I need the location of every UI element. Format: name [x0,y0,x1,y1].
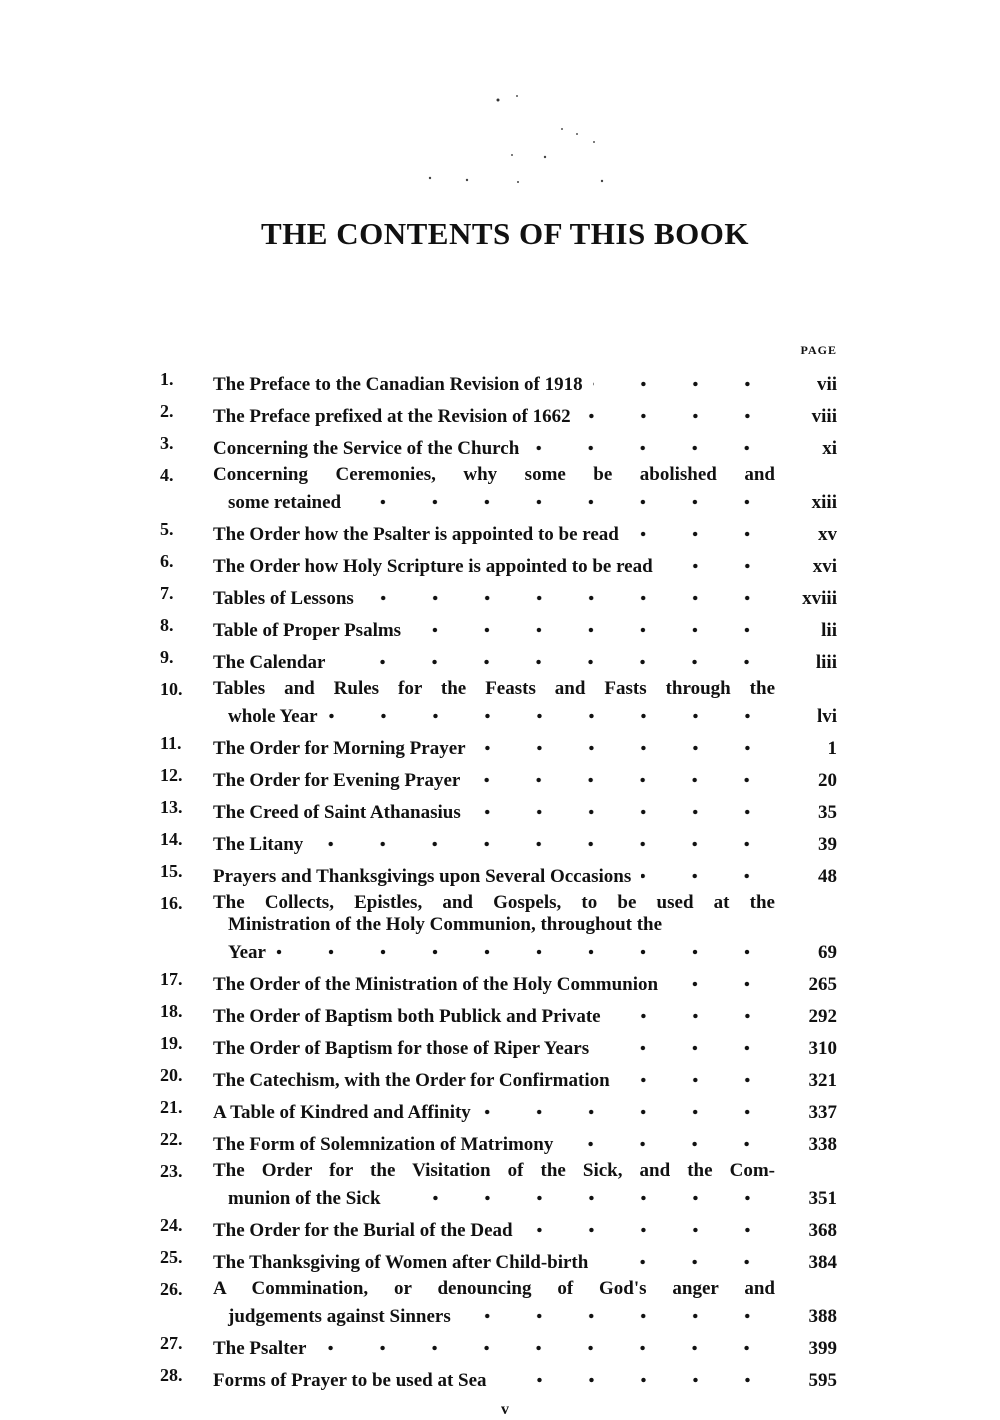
entry-number: 15. [160,861,183,881]
entry-number: 17. [160,969,183,989]
toc-entry[interactable] [160,762,837,794]
entry-text: Table of Proper Psalms [213,620,402,641]
toc-entry[interactable] [160,998,837,1030]
entry-number: 28. [160,1365,183,1385]
entry-number: 14. [160,829,183,849]
dot-leader [629,518,773,540]
toc-entry[interactable] [160,1158,837,1212]
entry-text: Concerning the Service of the Church [213,438,520,459]
entry-text: Forms of Prayer to be used at Sea [213,1370,487,1391]
entry-title-line [213,700,775,728]
entry-number: 27. [160,1333,183,1353]
entry-text: The Form of Solemnization of Matrimony [213,1134,554,1155]
toc-entry[interactable] [160,462,837,516]
entry-title-line [213,732,775,760]
dot-leader [276,936,773,958]
entry-title [213,1000,775,1028]
entry-title-line [213,368,775,396]
entry-page-number: 1 [827,738,837,759]
entry-number: 5. [160,519,174,539]
toc-entry[interactable] [160,858,837,890]
entry-number: 13. [160,797,183,817]
entry-page-number: 35 [818,802,837,823]
entry-number: 25. [160,1247,183,1267]
entry-title [213,860,775,888]
entry-page-number: 265 [808,974,837,995]
entry-number: 7. [160,583,174,603]
entry-text: The Order of Baptism for those of Riper Years [213,1038,590,1059]
entry-page-number: xiii [811,492,837,513]
entry-number: 20. [160,1065,183,1085]
entry-text: The Order for the Burial of the Dead [213,1220,513,1241]
entry-title-line [213,550,775,578]
entry-page-number: vii [816,374,837,395]
entry-number: 19. [160,1033,183,1053]
entry-title-line [213,968,775,996]
entry-title [213,1160,775,1210]
folio-page-number: v [501,1401,509,1418]
table-of-contents [160,366,837,1394]
toc-entry[interactable] [160,516,837,548]
entry-title [213,1246,775,1274]
dot-leader [611,1000,773,1022]
entry-title [213,968,775,996]
toc-entry[interactable] [160,890,837,966]
entry-text: A Commination, or denouncing of God's anger and [213,1278,775,1299]
entry-number: 10. [160,679,183,699]
dot-leader [593,368,773,390]
toc-entry[interactable] [160,1362,837,1394]
toc-entry[interactable] [160,398,837,430]
toc-entry[interactable] [160,730,837,762]
entry-title-line [213,860,775,888]
entry-page-number: 321 [808,1070,837,1091]
entry-page-number: 338 [808,1134,837,1155]
entry-title [213,1364,775,1392]
entry-number: 12. [160,765,183,785]
dot-leader [411,614,773,636]
entry-title [213,614,775,642]
entry-number: 3. [160,433,174,453]
entry-title-line [213,582,775,610]
dot-leader [620,1064,773,1086]
entry-text: Concerning Ceremonies, why some be abolished and [213,464,775,485]
entry-title-line [213,1096,775,1124]
toc-entry[interactable] [160,676,837,730]
entry-number: 16. [160,893,183,913]
entry-title-line [213,678,775,700]
entry-title [213,764,775,792]
dot-leader [335,646,773,668]
entry-text: some retained [228,492,342,513]
entry-title [213,828,775,856]
entry-text: Prayers and Thanksgivings upon Several Occasions [213,866,632,887]
entry-title [213,678,775,728]
entry-title-line [213,1332,775,1360]
entry-number: 23. [160,1161,183,1181]
entry-text: The Creed of Saint Athanasius [213,802,461,823]
entry-number: 2. [160,401,174,421]
entry-number: 11. [160,733,182,753]
toc-entry[interactable] [160,1030,837,1062]
entry-text: Tables and Rules for the Feasts and Fasts through the [213,678,775,699]
entry-page-number: xviii [802,588,837,609]
entry-text: The Preface prefixed at the Revision of 1662 [213,406,571,427]
entry-title [213,646,775,674]
toc-entry[interactable] [160,1276,837,1330]
entry-text: The Collects, Epistles, and Gospels, to be used at the [213,892,775,913]
entry-text: The Order for Evening Prayer [213,770,461,791]
dot-leader [481,1096,773,1118]
dot-leader [581,400,773,422]
entry-number: 9. [160,647,174,667]
entry-title [213,732,775,760]
contents-block [160,366,837,1420]
entry-page-number: 368 [808,1220,837,1241]
entry-title [213,1032,775,1060]
page-column-header: PAGE [800,343,837,357]
dot-leader [563,1128,773,1150]
entry-number: 8. [160,615,174,635]
toc-entry[interactable] [160,1212,837,1244]
entry-number: 4. [160,465,174,485]
entry-text: The Order for the Visitation of the Sick, and the Com- [213,1160,775,1181]
entry-title-line [213,1364,775,1392]
dot-leader [599,1032,773,1054]
dot-leader [313,828,773,850]
entry-page-number: 595 [808,1370,837,1391]
entry-title-line [213,1182,775,1210]
toc-entry[interactable] [160,430,837,462]
toc-entry[interactable] [160,1330,837,1362]
entry-title [213,1096,775,1124]
entry-text: The Catechism, with the Order for Confirmation [213,1070,610,1091]
toc-entry[interactable] [160,966,837,998]
entry-title-line [213,486,775,514]
entry-text: The Order how the Psalter is appointed to be read [213,524,619,545]
dot-leader [529,432,773,454]
entry-title-line [213,764,775,792]
dot-leader [316,1332,773,1354]
entry-text: Year [228,942,266,963]
entry-text: judgements against Sinners [228,1306,451,1327]
toc-entry[interactable] [160,644,837,676]
entry-title-line [213,1032,775,1060]
entry-title-line [213,914,775,936]
toc-entry[interactable] [160,548,837,580]
entry-title [213,1278,775,1328]
entry-title-line [213,1214,775,1242]
entry-page-number: 39 [818,834,837,855]
entry-title-line [213,646,775,674]
entry-number: 18. [160,1001,183,1021]
entry-page-number: 20 [818,770,837,791]
entry-title-line [213,614,775,642]
dot-leader [328,700,773,722]
entry-text: A Table of Kindred and Affinity [213,1102,471,1123]
entry-page-number: liii [815,652,837,673]
dot-leader [668,968,773,990]
dot-leader [461,1300,773,1322]
entry-page-number: xi [822,438,837,459]
entry-text: Tables of Lessons [213,588,354,609]
entry-number: 24. [160,1215,183,1235]
dot-leader [351,486,773,508]
toc-entry[interactable] [160,366,837,398]
page-title: THE CONTENTS OF THIS BOOK [261,216,749,251]
entry-text: The Preface to the Canadian Revision of 1918 [213,374,583,395]
toc-entry[interactable] [160,826,837,858]
dot-leader [497,1364,773,1386]
entry-page-number: lii [821,620,837,641]
entry-title-line [213,1246,775,1274]
entry-title [213,892,775,964]
entry-text: The Order of the Ministration of the Holy Communion [213,974,659,995]
toc-entry[interactable] [160,580,837,612]
entry-page-number: 399 [808,1338,837,1359]
entry-title-line [213,1160,775,1182]
entry-text: The Litany [213,834,304,855]
entry-text: The Order of Baptism both Publick and Private [213,1006,601,1027]
entry-text: The Thanksgiving of Women after Child-birth [213,1252,589,1273]
toc-entry[interactable] [160,1126,837,1158]
entry-number: 21. [160,1097,183,1117]
entry-text: whole Year [228,706,318,727]
entry-title [213,368,775,396]
dot-leader [663,550,773,572]
toc-entry[interactable] [160,1062,837,1094]
entry-title-line [213,1278,775,1300]
entry-page-number: xv [818,524,837,545]
dot-leader [471,796,773,818]
entry-title-line [213,1000,775,1028]
entry-number: 22. [160,1129,183,1149]
entry-title [213,796,775,824]
toc-entry[interactable] [160,1094,837,1126]
toc-entry[interactable] [160,794,837,826]
entry-title [213,1214,775,1242]
dot-leader [523,1214,773,1236]
entry-title-line [213,936,775,964]
entry-title [213,464,775,514]
entry-title [213,400,775,428]
toc-entry[interactable] [160,612,837,644]
dot-leader [476,732,773,754]
entry-page-number: 337 [808,1102,837,1123]
toc-entry[interactable] [160,1244,837,1276]
entry-text: The Order how Holy Scripture is appointed to be read [213,556,653,577]
entry-title-line [213,400,775,428]
entry-title-line [213,1064,775,1092]
dot-leader [641,860,773,882]
entry-page-number: 48 [818,866,837,887]
entry-page-number: 384 [808,1252,837,1273]
entry-title [213,1128,775,1156]
entry-title-line [213,796,775,824]
entry-page-number: 310 [808,1038,837,1059]
entry-title-line [213,1128,775,1156]
entry-page-number: 388 [808,1306,837,1327]
entry-title [213,1064,775,1092]
entry-number: 6. [160,551,174,571]
entry-title [213,1332,775,1360]
entry-page-number: 351 [808,1188,837,1209]
entry-number: 1. [160,369,174,389]
dot-leader [391,1182,773,1204]
entry-text: The Psalter [213,1338,307,1359]
entry-title-line [213,518,775,546]
entry-text: The Order for Morning Prayer [213,738,466,759]
entry-page-number: viii [811,406,837,427]
entry-text: munion of the Sick [228,1188,381,1209]
entry-page-number: 69 [818,942,837,963]
entry-page-number: xvi [812,556,837,577]
entry-text: Ministration of the Holy Communion, throughout the [228,914,663,935]
entry-page-number: lvi [816,706,837,727]
scan-specks [0,0,1000,200]
entry-title-line [213,1300,775,1328]
entry-title-line [213,828,775,856]
entry-page-number: 292 [808,1006,837,1027]
entry-number: 26. [160,1279,183,1299]
entry-title-line [213,464,775,486]
entry-title-line [213,892,775,914]
dot-leader [364,582,773,604]
entry-title [213,550,775,578]
entry-text: The Calendar [213,652,326,673]
entry-title-line [213,432,775,460]
entry-title [213,518,775,546]
entry-title [213,432,775,460]
dot-leader [598,1246,773,1268]
entry-title [213,582,775,610]
dot-leader [470,764,773,786]
